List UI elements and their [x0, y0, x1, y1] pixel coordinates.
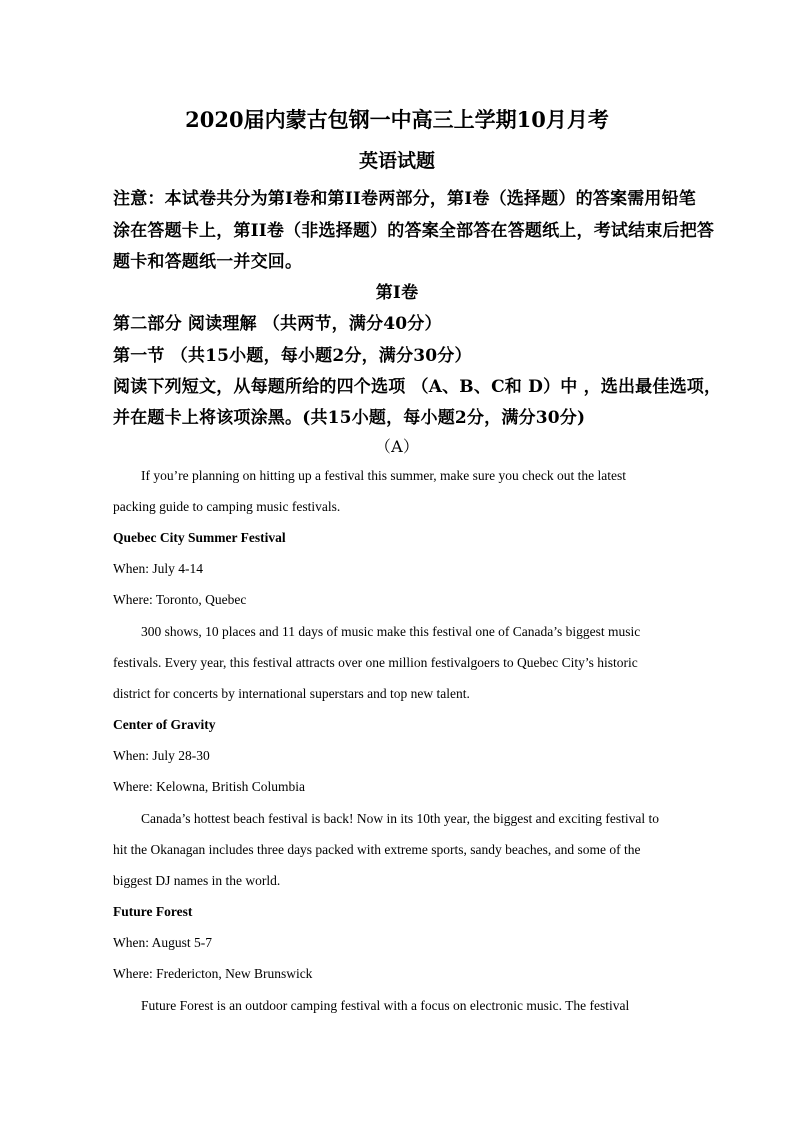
- intro-line: If you’re planning on hitting up a festival this summer, make sure you check out the latest: [141, 468, 626, 483]
- exam-title: 2020届内蒙古包钢一中高三上学期10月月考: [185, 107, 609, 132]
- festival-description-line: district for concerts by international superstars and top new talent.: [113, 686, 470, 701]
- notice-line: 题卡和答题纸一并交回。: [113, 252, 303, 272]
- festival-description-line: Canada’s hottest beach festival is back! Now in its 10th year, the biggest and exciting festival to: [141, 811, 659, 826]
- festival-where: Where: Toronto, Quebec: [113, 592, 247, 607]
- festival-description-line: Future Forest is an outdoor camping festival with a focus on electronic music. The festival: [141, 998, 630, 1013]
- festival-when: When: July 4-14: [113, 561, 203, 576]
- festival-description-line: biggest DJ names in the world.: [113, 873, 281, 888]
- festival-where: Where: Fredericton, New Brunswick: [113, 966, 313, 981]
- festival-description-line: 300 shows, 10 places and 11 days of music make this festival one of Canada’s biggest music: [141, 624, 641, 639]
- festival-name: Future Forest: [113, 904, 193, 919]
- notice-line: 注意：本试卷共分为第I卷和第II卷两部分，第I卷（选择题）的答案需用铅笔: [113, 189, 697, 209]
- volume-heading: 第I卷: [375, 283, 419, 303]
- passage-label: （A）: [374, 437, 420, 456]
- intro-line: packing guide to camping music festivals.: [113, 499, 341, 514]
- instructions-line: 并在题卡上将该项涂黑。(共15小题，每小题2分，满分30分): [113, 408, 586, 428]
- festival-when: When: July 28-30: [113, 748, 210, 763]
- part-heading: 第二部分 阅读理解 （共两节，满分40分）: [113, 314, 442, 334]
- festival-when: When: August 5-7: [113, 935, 212, 950]
- festival-where: Where: Kelowna, British Columbia: [113, 779, 305, 794]
- festival-description-line: festivals. Every year, this festival attracts over one million festivalgoers to Quebec City’s historic: [113, 655, 638, 670]
- festival-name: Quebec City Summer Festival: [113, 530, 286, 545]
- festival-name: Center of Gravity: [113, 717, 216, 732]
- instructions-line: 阅读下列短文，从每题所给的四个选项 （A、B、C和 D）中 ，选出最佳选项，: [113, 377, 722, 397]
- notice-line: 涂在答题卡上，第II卷（非选择题）的答案全部答在答题纸上，考试结束后把答: [113, 221, 715, 241]
- festival-description-line: hit the Okanagan includes three days packed with extreme sports, sandy beaches, and some of the: [113, 842, 641, 857]
- section-heading: 第一节 （共15小题，每小题2分，满分30分）: [113, 346, 472, 366]
- exam-subject: 英语试题: [358, 150, 435, 172]
